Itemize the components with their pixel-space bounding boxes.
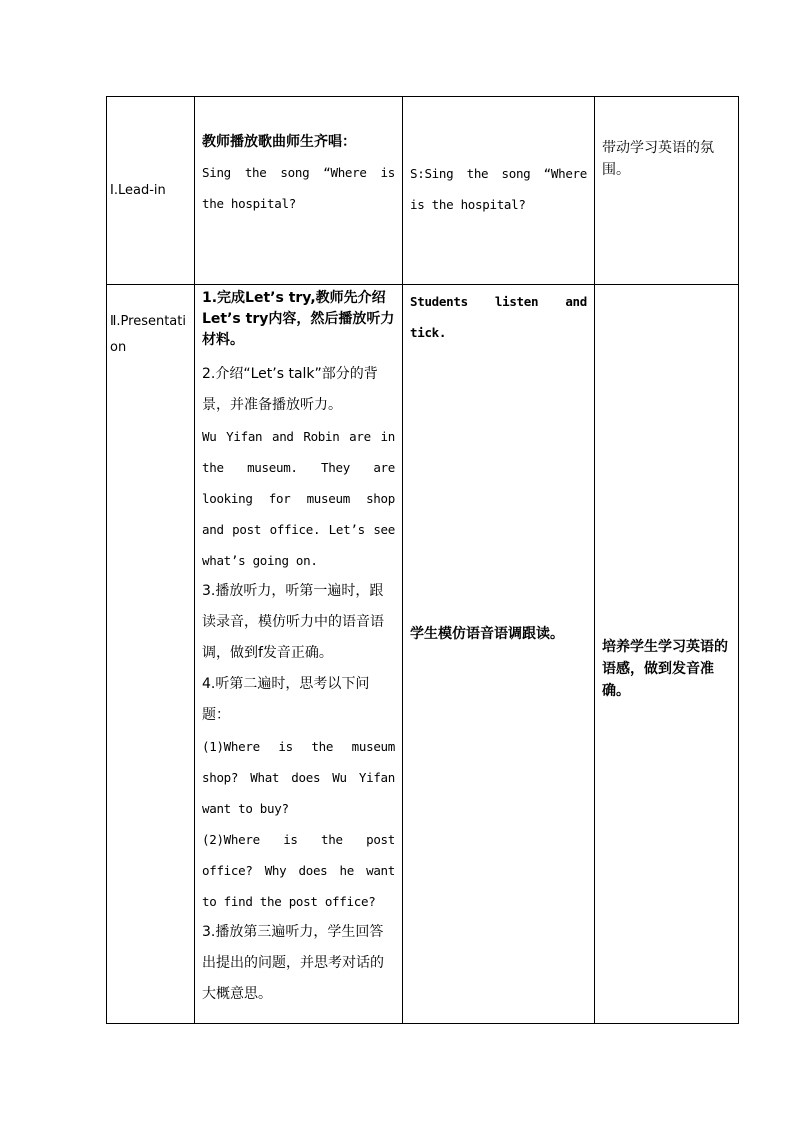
purpose-cell bbox=[595, 285, 739, 1024]
student-activity-text: S:Sing the song “Where is the hospital? bbox=[410, 166, 587, 212]
table-row bbox=[107, 97, 739, 285]
student-activity-cell bbox=[403, 97, 595, 285]
question-1: (1)Where is the museum shop? What does Wu Yifan want to buy? bbox=[202, 739, 395, 816]
student-activity-cell bbox=[403, 285, 595, 1024]
table-row bbox=[107, 285, 739, 1024]
teacher-activity-cell bbox=[195, 285, 403, 1024]
teacher-step-2: 2.介绍“Let’s talk”部分的背景，并准备播放听力。 bbox=[202, 366, 378, 413]
student-activity-1: Students listen and tick. bbox=[410, 294, 587, 340]
teacher-step-1: 1.完成Let’s try,教师先介绍Let’s try内容，然后播放听力材料。 bbox=[202, 290, 395, 348]
student-activity-2: 学生模仿语音语调跟读。 bbox=[410, 626, 564, 642]
lesson-plan-table bbox=[106, 96, 739, 1024]
question-2: (2)Where is the post office? Why does he want to find the post office? bbox=[202, 832, 395, 909]
purpose-cell bbox=[595, 97, 739, 285]
purpose-text: 培养学生学习英语的语感，做到发音准确。 bbox=[602, 639, 728, 699]
stage-cell bbox=[107, 97, 195, 285]
teacher-step-4: 4.听第二遍时，思考以下问题： bbox=[202, 676, 370, 723]
teacher-activity-title: 教师播放歌曲师生齐唱： bbox=[202, 134, 356, 150]
teacher-activity-cell bbox=[195, 97, 403, 285]
stage-label: Ⅰ.Lead-in bbox=[110, 183, 166, 198]
teacher-step-5: 3.播放第三遍听力，学生回答出提出的问题，并思考对话的大概意思。 bbox=[202, 924, 384, 1002]
stage-cell bbox=[107, 285, 195, 1024]
teacher-step-2-english: Wu Yifan and Robin are in the museum. They are looking for museum shop and post office. Let’s see what’s going on. bbox=[202, 429, 395, 568]
purpose-text: 带动学习英语的氛围。 bbox=[602, 140, 714, 178]
teacher-step-3: 3.播放听力，听第一遍时，跟读录音，模仿听力中的语音语调，做到f发音正确。 bbox=[202, 583, 384, 661]
stage-label: Ⅱ.Presentation bbox=[110, 314, 186, 355]
teacher-activity-text: Sing the song “Where is the hospital? bbox=[202, 165, 395, 211]
